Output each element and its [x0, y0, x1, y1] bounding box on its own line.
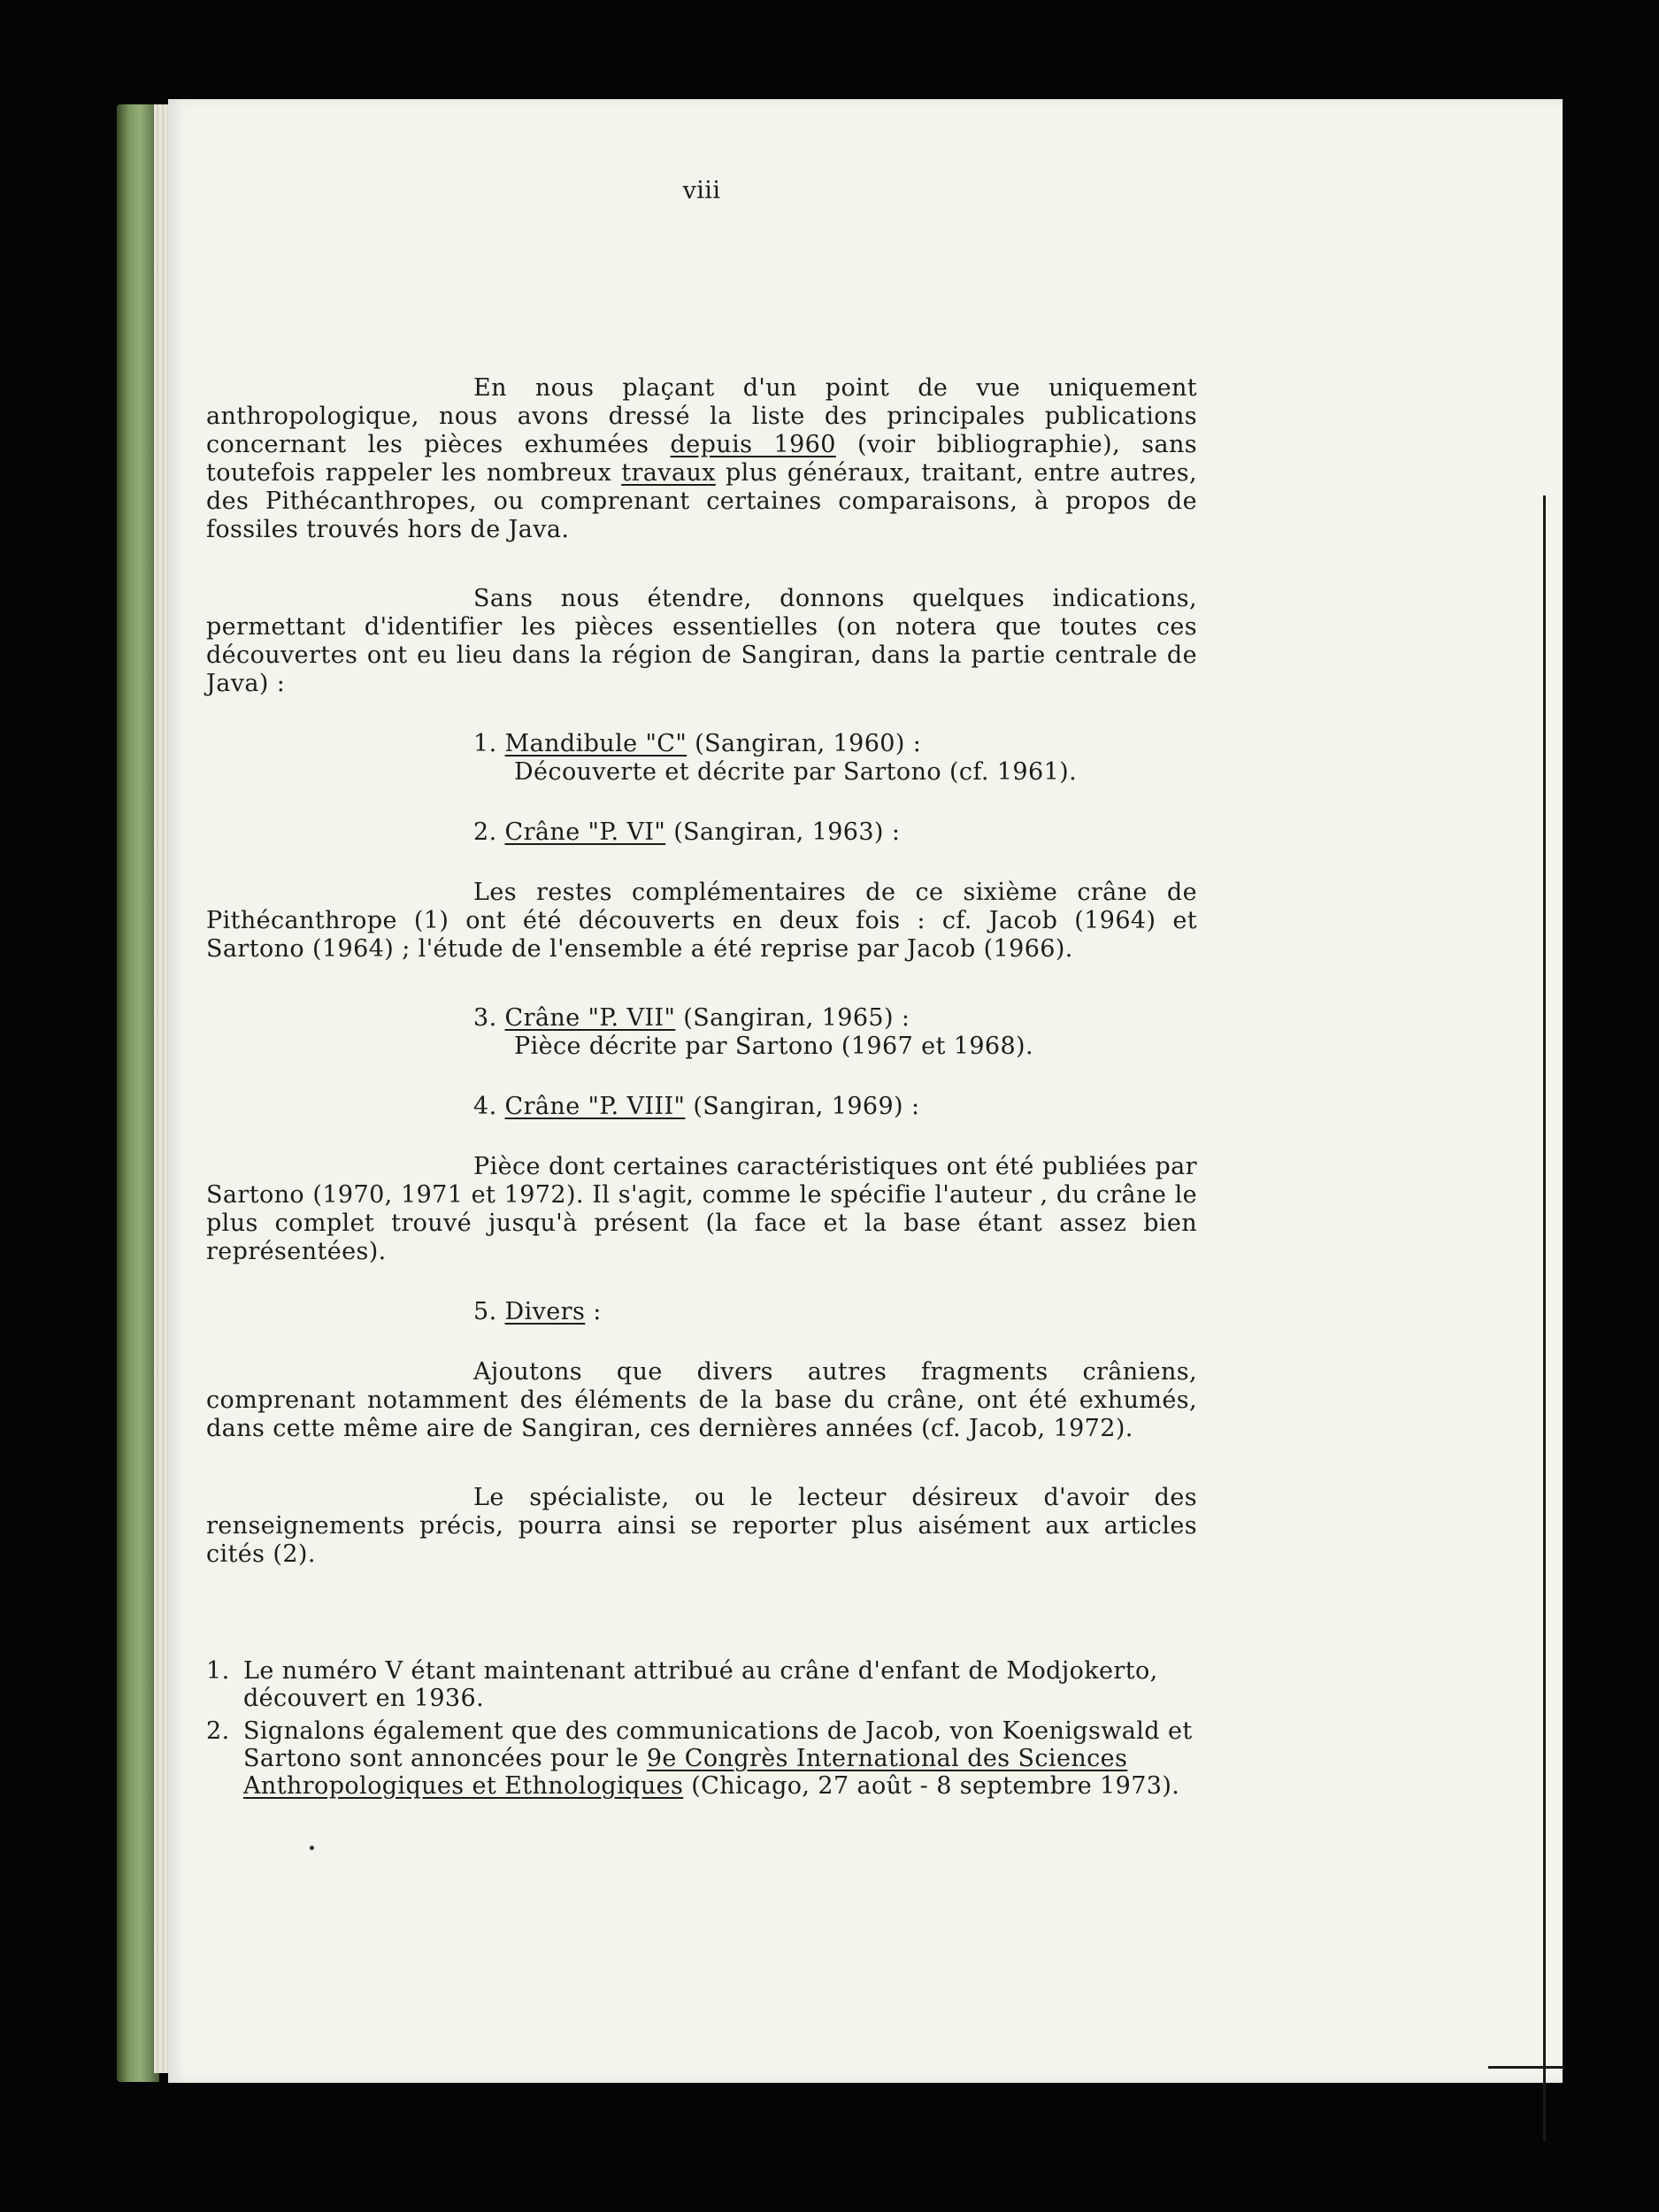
- footnote-1: [206, 1657, 1197, 1712]
- corner-dash: [1488, 2066, 1564, 2069]
- page-number: viii: [682, 177, 721, 204]
- item-title: Crâne "P. VIII": [504, 1093, 686, 1120]
- paragraph-intro: [206, 374, 1197, 544]
- item-detail: (Sangiran, 1965) :: [675, 1004, 910, 1032]
- footnote-number: 1.: [206, 1657, 230, 1685]
- item-number: 3.: [473, 1004, 497, 1032]
- list-item-3: [473, 1004, 1197, 1061]
- item-number: 2.: [473, 818, 497, 846]
- paragraph-intro-lead: En nous plaçant d'un point de vue uniquement anthropologique, nous avons dressé la liste des principales publications concernant les pièces exhumées: [206, 374, 1197, 458]
- list-item-4: [473, 1093, 1197, 1121]
- paragraph-misc: Ajoutons que divers autres fragments crâniens, comprenant notamment des éléments de la base du crâne, ont été exhumés, dans cette même aire de Sangiran, ces dernières années (cf. Jacob, 1972).: [206, 1358, 1197, 1442]
- paragraph-skull-viii: Pièce dont certaines caractéristiques ont été publiées par Sartono (1970, 1971 et 1972). Il s'agit, comme le spécifie l'auteur , du crâne le plus complet trouvé jusqu'à présent (la face et la base étant assez bien représentées).: [206, 1153, 1197, 1265]
- footnote-text-tail: (Chicago, 27 août - 8 septembre 1973).: [683, 1772, 1180, 1800]
- footnote-text: Le numéro V étant maintenant attribué au crâne d'enfant de Modjokerto, découvert en 1936.: [243, 1657, 1158, 1712]
- list-item-1: [473, 730, 1197, 787]
- underlined-travaux: travaux: [621, 459, 716, 487]
- paragraph-skull-vi: Les restes complémentaires de ce sixième crâne de Pithécanthrope (1) ont été découverts en deux fois : cf. Jacob (1964) et Sartono (1964) ; l'étude de l'ensemble a été reprise par Jacob (1966).: [206, 879, 1197, 963]
- paragraph-conclusion: Le spécialiste, ou le lecteur désireux d'avoir des renseignements précis, pourra ainsi se reporter plus aisément aux articles cités (2).: [206, 1484, 1197, 1568]
- footnote-text-lead: Signalons également que des communications de Jacob, von Koenigswald et Sartono sont annoncées pour le: [243, 1717, 1193, 1772]
- paragraph-intro-mid: (voir bibliographie), sans toutefois rappeler les nombreux: [206, 431, 1198, 487]
- footnotes: [206, 1657, 1197, 1800]
- ink-dot: [310, 1846, 314, 1850]
- item-number: 4.: [473, 1093, 497, 1120]
- margin-rule: [1543, 495, 1546, 2141]
- footnote-congress-name: 9e Congrès International des Sciences Anthropologiques et Ethnologiques: [243, 1745, 1128, 1800]
- item-detail: :: [585, 1298, 602, 1325]
- item-title: Mandibule "C": [504, 730, 687, 757]
- footnote-number: 2.: [206, 1717, 230, 1745]
- item-detail: (Sangiran, 1963) :: [665, 818, 901, 846]
- text-block: [206, 177, 1197, 1805]
- book-spine: [117, 104, 159, 2082]
- item-title: Crâne "P. VII": [504, 1004, 676, 1032]
- footnote-2: [206, 1717, 1197, 1800]
- item-title: Crâne "P. VI": [504, 818, 666, 846]
- paragraph-intro-tail: plus généraux, traitant, entre autres, des Pithécanthropes, ou comprenant certaines comparaisons, à propos de fossiles trouvés hors de Java.: [206, 459, 1198, 543]
- item-detail: (Sangiran, 1960) :: [687, 730, 922, 757]
- item-number: 1.: [473, 730, 497, 757]
- item-continuation: Pièce décrite par Sartono (1967 et 1968).: [514, 1033, 1033, 1060]
- list-item-2: [473, 818, 1197, 847]
- paragraph-indications: Sans nous étendre, donnons quelques indications, permettant d'identifier les pièces essentielles (on notera que toutes ces découvertes ont eu lieu dans la région de Sangiran, dans la partie centrale de Java) :: [206, 585, 1197, 697]
- item-detail: (Sangiran, 1969) :: [685, 1093, 920, 1120]
- item-title: Divers: [504, 1298, 586, 1325]
- item-number: 5.: [473, 1298, 497, 1325]
- underlined-since-1960: depuis 1960: [670, 431, 836, 458]
- item-continuation: Découverte et décrite par Sartono (cf. 1961).: [514, 758, 1078, 786]
- list-item-5: [473, 1298, 1197, 1326]
